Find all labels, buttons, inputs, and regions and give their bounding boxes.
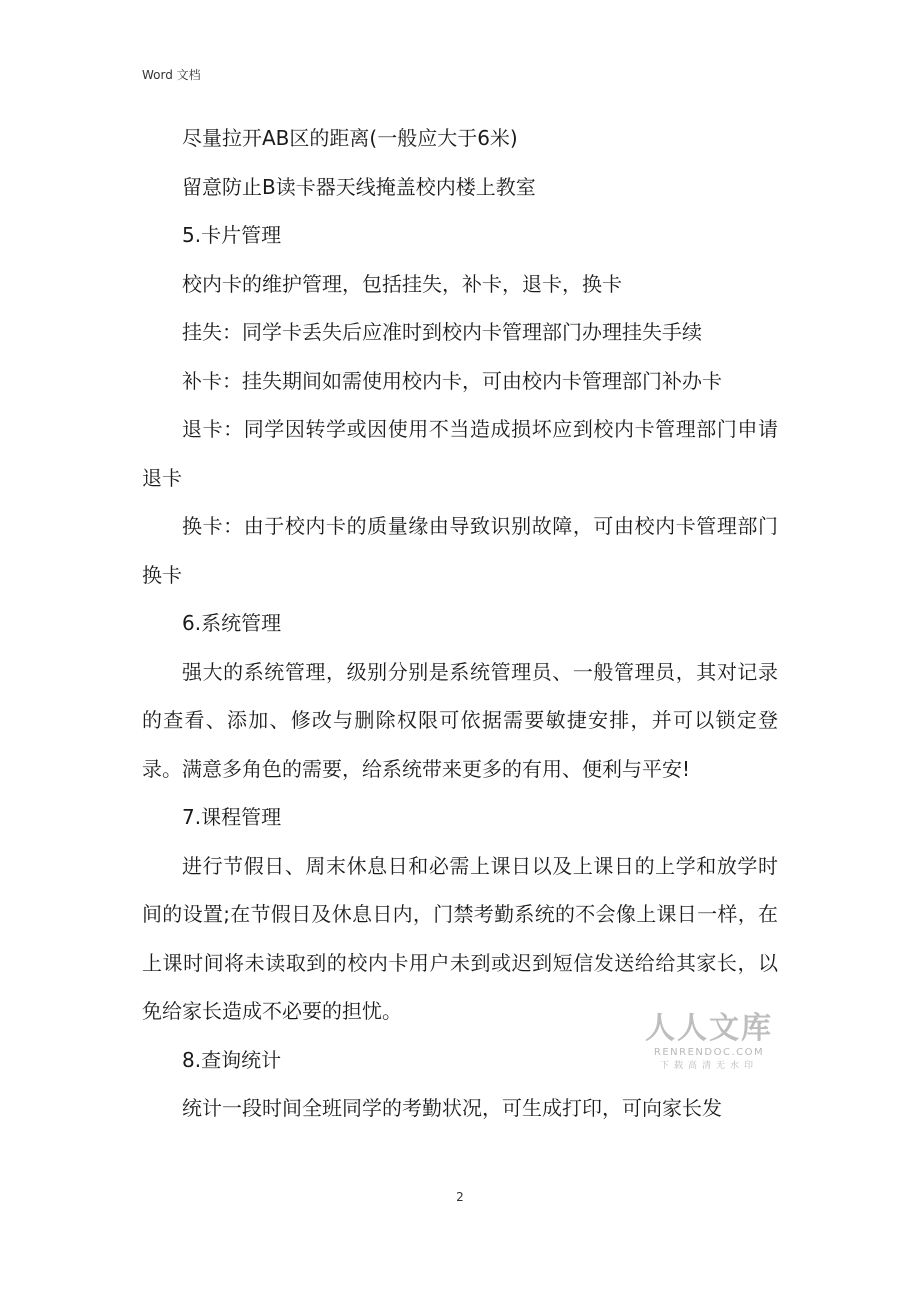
paragraph: 尽量拉开AB区的距离(一般应大于6米): [182, 126, 518, 150]
section-heading: 6.系统管理: [182, 611, 282, 635]
paragraph: 换卡：由于校内卡的质量缘由导致识别故障，可由校内卡管理部门换卡: [142, 514, 778, 587]
paragraph: 留意防止B读卡器天线掩盖校内楼上教室: [182, 174, 536, 199]
section-heading: 8.查询统计: [182, 1047, 282, 1072]
paragraph: 进行节假日、周末休息日和必需上课日以及上课日的上学和放学时间的设置;在节假日及休息日内，门禁考勤系统的不会像上课日一样，在上课时间将未读取到的校内卡用户未到或迟到短信发送给给其家长，以免给家长造成不必要的担忧。: [142, 853, 778, 1023]
watermark-domain: RENRENDOC.COM: [653, 1047, 765, 1058]
paragraph: 补卡：挂失期间如需使用校内卡，可由校内卡管理部门补办卡: [182, 368, 722, 393]
section-heading: 5.卡片管理: [182, 223, 282, 247]
watermark-logo: 人人文库: [645, 1011, 773, 1046]
page-number: 2: [456, 1190, 464, 1204]
watermark-tagline: 下载高清无水印: [659, 1061, 758, 1071]
paragraph: 校内卡的维护管理，包括挂失，补卡，退卡，换卡: [182, 271, 622, 296]
paragraph: 强大的系统管理，级别分别是系统管理员、一般管理员，其对记录的查看、添加、修改与删除权限可依据需要敏捷安排，并可以锁定登录。满意多角色的需要，给系统带来更多的有用、便利与平安!: [142, 659, 778, 781]
section-heading: 7.课程管理: [182, 805, 282, 829]
watermark: [644, 1012, 774, 1073]
document-header: Word 文档: [142, 68, 201, 82]
paragraph: 退卡：同学因转学或因使用不当造成损坏应到校内卡管理部门申请退卡: [142, 417, 778, 490]
paragraph: 统计一段时间全班同学的考勤状况，可生成打印，可向家长发: [182, 1096, 722, 1120]
document-body: [142, 114, 778, 1133]
paragraph: 挂失：同学卡丢失后应准时到校内卡管理部门办理挂失手续: [182, 320, 702, 344]
